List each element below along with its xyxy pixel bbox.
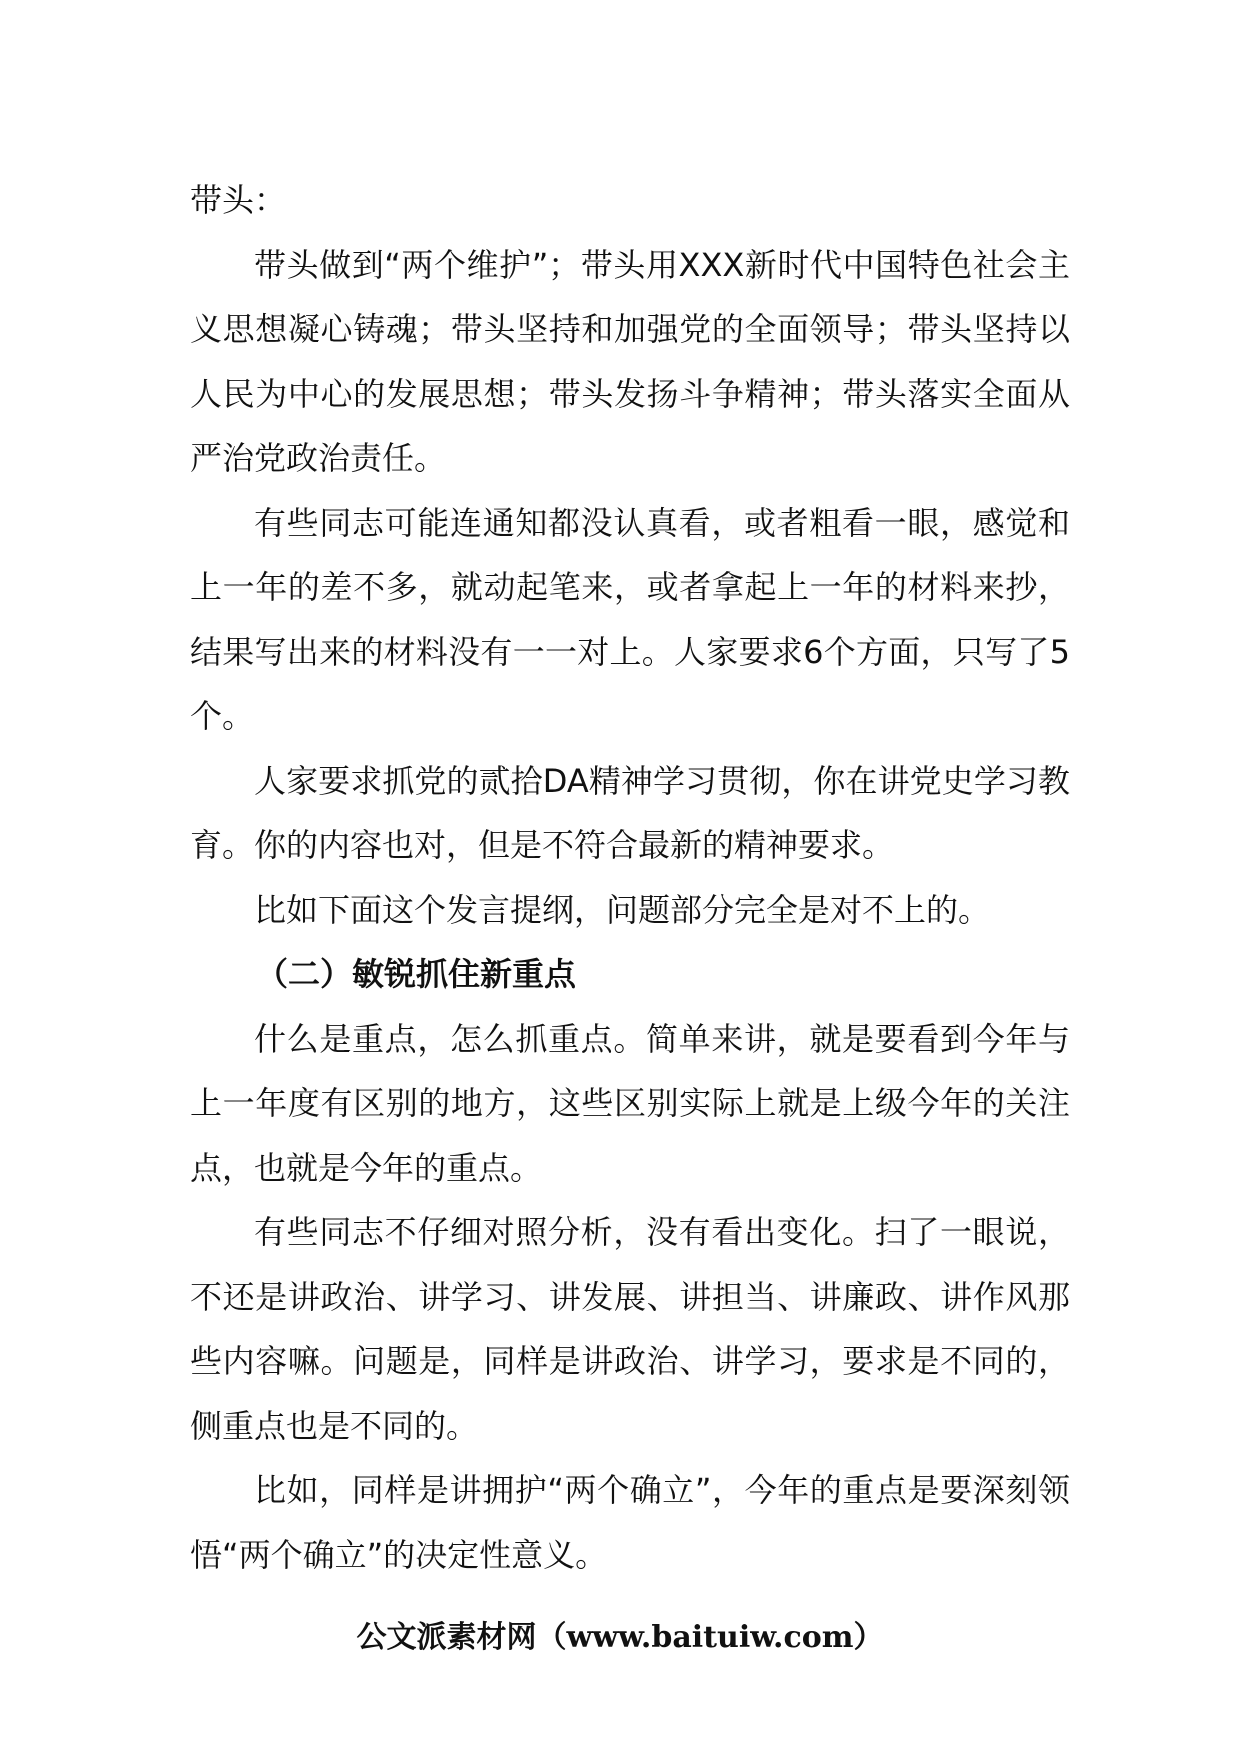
- section-heading: （二）敏锐抓住新重点: [256, 955, 577, 993]
- paragraph-intro: 带头：: [190, 181, 287, 219]
- paragraph-outline-example: 比如下面这个发言提纲，问题部分完全是对不上的。: [254, 890, 991, 929]
- paragraph-spirit-requirement: 人家要求抓党的贰拾DA精神学习贯彻，你在讲党史学习教育。你的内容也对，但是不符合最新的精神要求。: [190, 761, 1070, 864]
- footer-watermark: 公文派素材网（www.baituiw.com）: [356, 1620, 884, 1655]
- paragraph-leadership-list: 带头做到“两个维护”；带头用XXX新时代中国特色社会主义思想凝心铸魂；带头坚持和加强党的全面领导；带头坚持以人民为中心的发展思想；带头发扬斗争精神；带头落实全面从严治党政治责任。: [190, 245, 1070, 477]
- paragraph-no-analysis: 有些同志不仔细对照分析，没有看出变化。扫了一眼说，不还是讲政治、讲学习、讲发展、讲担当、讲廉政、讲作风那些内容嘛。问题是，同样是讲政治、讲学习，要求是不同的，侧重点也是不同的。: [190, 1213, 1070, 1445]
- paragraph-two-establishments: 比如，同样是讲拥护“两个确立”，今年的重点是要深刻领悟“两个确立”的决定性意义。: [190, 1471, 1070, 1574]
- paragraph-copy-problem: 有些同志可能连通知都没认真看，或者粗看一眼，感觉和上一年的差不多，就动起笔来，或者拿起上一年的材料来抄，结果写出来的材料没有一一对上。人家要求6个方面，只写了5个。: [190, 503, 1070, 735]
- paragraph-what-is-focus: 什么是重点，怎么抓重点。简单来讲，就是要看到今年与上一年度有区别的地方，这些区别实际上就是上级今年的关注点，也就是今年的重点。: [190, 1019, 1070, 1187]
- document-body: [190, 168, 1070, 1587]
